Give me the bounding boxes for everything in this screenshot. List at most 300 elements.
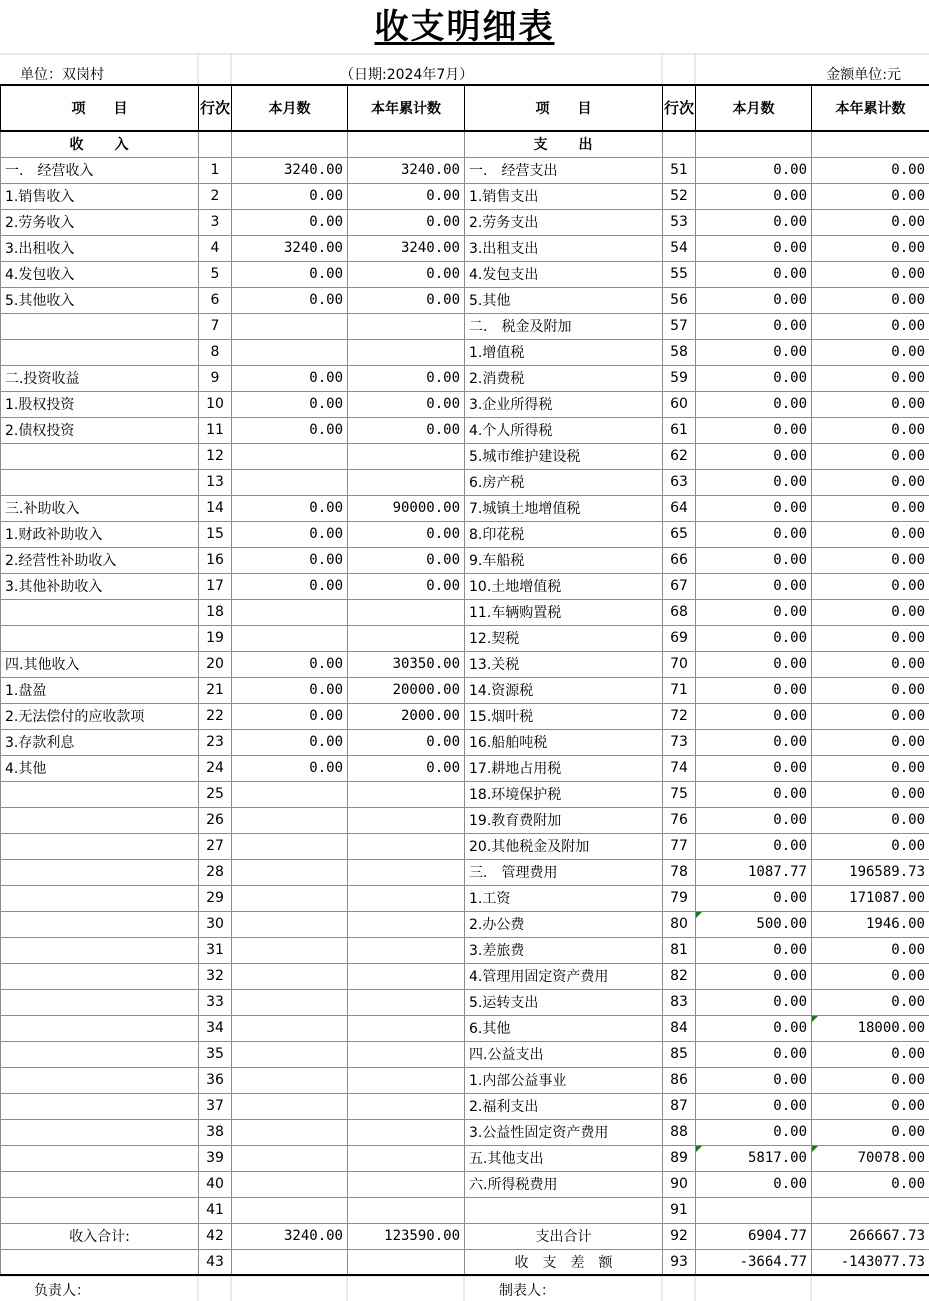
expense-item-cell[interactable]: 13.关税 bbox=[465, 651, 663, 677]
income-rowno-cell[interactable]: 11 bbox=[199, 417, 232, 443]
expense-rowno-cell[interactable]: 65 bbox=[663, 521, 696, 547]
expense-ytd-cell[interactable]: 70078.00 bbox=[812, 1145, 929, 1171]
income-item-cell[interactable] bbox=[1, 1249, 199, 1275]
income-ytd-cell[interactable]: 30350.00 bbox=[348, 651, 465, 677]
income-item-cell[interactable] bbox=[1, 1041, 199, 1067]
income-item-cell[interactable] bbox=[1, 339, 199, 365]
expense-rowno-cell[interactable]: 58 bbox=[663, 339, 696, 365]
income-rowno-cell[interactable]: 33 bbox=[199, 989, 232, 1015]
income-item-cell[interactable] bbox=[1, 443, 199, 469]
income-rowno-cell[interactable]: 17 bbox=[199, 573, 232, 599]
expense-rowno-cell[interactable]: 67 bbox=[663, 573, 696, 599]
income-rowno-cell[interactable]: 18 bbox=[199, 599, 232, 625]
income-item-cell[interactable]: 二.投资收益 bbox=[1, 365, 199, 391]
income-month-cell[interactable]: 0.00 bbox=[232, 521, 348, 547]
income-month-cell[interactable] bbox=[232, 963, 348, 989]
expense-rowno-cell[interactable]: 52 bbox=[663, 183, 696, 209]
expense-rowno-cell[interactable]: 85 bbox=[663, 1041, 696, 1067]
income-item-cell[interactable]: 1.销售收入 bbox=[1, 183, 199, 209]
income-rowno-cell[interactable]: 12 bbox=[199, 443, 232, 469]
expense-month-cell[interactable]: 0.00 bbox=[696, 183, 812, 209]
expense-rowno-cell[interactable]: 60 bbox=[663, 391, 696, 417]
expense-ytd-cell[interactable]: 0.00 bbox=[812, 781, 929, 807]
income-ytd-cell[interactable] bbox=[348, 1197, 465, 1223]
income-ytd-cell[interactable] bbox=[348, 859, 465, 885]
income-ytd-cell[interactable]: 0.00 bbox=[348, 261, 465, 287]
expense-month-cell[interactable]: 0.00 bbox=[696, 417, 812, 443]
expense-item-cell[interactable]: 14.资源税 bbox=[465, 677, 663, 703]
income-month-cell[interactable]: 3240.00 bbox=[232, 235, 348, 261]
income-rowno-cell[interactable]: 32 bbox=[199, 963, 232, 989]
expense-rowno-cell[interactable]: 81 bbox=[663, 937, 696, 963]
income-item-cell[interactable]: 2.无法偿付的应收款项 bbox=[1, 703, 199, 729]
expense-rowno-cell[interactable]: 53 bbox=[663, 209, 696, 235]
income-month-cell[interactable]: 0.00 bbox=[232, 547, 348, 573]
income-ytd-cell[interactable]: 0.00 bbox=[348, 521, 465, 547]
expense-item-cell[interactable]: 3.差旅费 bbox=[465, 937, 663, 963]
expense-ytd-cell[interactable]: 0.00 bbox=[812, 313, 929, 339]
income-month-cell[interactable] bbox=[232, 1197, 348, 1223]
income-ytd-cell[interactable] bbox=[348, 885, 465, 911]
expense-month-cell[interactable]: 0.00 bbox=[696, 651, 812, 677]
income-month-cell[interactable] bbox=[232, 885, 348, 911]
income-ytd-cell[interactable]: 2000.00 bbox=[348, 703, 465, 729]
expense-item-cell[interactable]: 7.城镇土地增值税 bbox=[465, 495, 663, 521]
expense-ytd-cell[interactable]: 0.00 bbox=[812, 1067, 929, 1093]
expense-rowno-cell[interactable]: 63 bbox=[663, 469, 696, 495]
expense-ytd-cell[interactable]: 0.00 bbox=[812, 625, 929, 651]
expense-item-cell[interactable]: 一. 经营支出 bbox=[465, 157, 663, 183]
income-month-cell[interactable] bbox=[232, 469, 348, 495]
expense-month-cell[interactable]: 0.00 bbox=[696, 495, 812, 521]
expense-ytd-cell[interactable]: 0.00 bbox=[812, 937, 929, 963]
expense-item-cell[interactable]: 2.劳务支出 bbox=[465, 209, 663, 235]
expense-item-cell[interactable]: 12.契税 bbox=[465, 625, 663, 651]
expense-ytd-cell[interactable]: 0.00 bbox=[812, 677, 929, 703]
expense-month-cell[interactable]: 0.00 bbox=[696, 287, 812, 313]
income-month-cell[interactable] bbox=[232, 599, 348, 625]
expense-month-cell[interactable] bbox=[696, 1197, 812, 1223]
income-rowno-cell[interactable]: 37 bbox=[199, 1093, 232, 1119]
income-ytd-cell[interactable]: 123590.00 bbox=[348, 1223, 465, 1249]
income-item-cell[interactable]: 2.经营性补助收入 bbox=[1, 547, 199, 573]
expense-month-cell[interactable]: 0.00 bbox=[696, 729, 812, 755]
income-ytd-cell[interactable] bbox=[348, 1067, 465, 1093]
income-rowno-cell[interactable]: 19 bbox=[199, 625, 232, 651]
income-month-cell[interactable]: 3240.00 bbox=[232, 157, 348, 183]
income-item-cell[interactable] bbox=[1, 1067, 199, 1093]
expense-rowno-cell[interactable]: 73 bbox=[663, 729, 696, 755]
expense-ytd-cell[interactable]: 0.00 bbox=[812, 209, 929, 235]
expense-month-cell[interactable]: 0.00 bbox=[696, 1119, 812, 1145]
income-month-cell[interactable]: 0.00 bbox=[232, 495, 348, 521]
expense-rowno-cell[interactable]: 64 bbox=[663, 495, 696, 521]
expense-item-cell[interactable]: 二. 税金及附加 bbox=[465, 313, 663, 339]
expense-ytd-cell[interactable]: -143077.73 bbox=[812, 1249, 929, 1275]
income-item-cell[interactable]: 1.股权投资 bbox=[1, 391, 199, 417]
expense-item-cell[interactable]: 4.管理用固定资产费用 bbox=[465, 963, 663, 989]
expense-rowno-cell[interactable]: 62 bbox=[663, 443, 696, 469]
expense-ytd-cell[interactable]: 0.00 bbox=[812, 651, 929, 677]
income-item-cell[interactable]: 1.财政补助收入 bbox=[1, 521, 199, 547]
income-month-cell[interactable] bbox=[232, 807, 348, 833]
expense-ytd-cell[interactable]: 0.00 bbox=[812, 833, 929, 859]
income-ytd-cell[interactable] bbox=[348, 781, 465, 807]
income-rowno-cell[interactable]: 8 bbox=[199, 339, 232, 365]
income-rowno-cell[interactable]: 20 bbox=[199, 651, 232, 677]
income-item-cell[interactable] bbox=[1, 1171, 199, 1197]
expense-ytd-cell[interactable]: 0.00 bbox=[812, 287, 929, 313]
expense-ytd-cell[interactable]: 0.00 bbox=[812, 1093, 929, 1119]
expense-rowno-cell[interactable]: 74 bbox=[663, 755, 696, 781]
expense-item-cell[interactable]: 19.教育费附加 bbox=[465, 807, 663, 833]
income-month-cell[interactable] bbox=[232, 313, 348, 339]
expense-item-cell[interactable]: 支出合计 bbox=[465, 1223, 663, 1249]
expense-month-cell[interactable]: 0.00 bbox=[696, 833, 812, 859]
income-rowno-cell[interactable]: 30 bbox=[199, 911, 232, 937]
income-item-cell[interactable]: 1.盘盈 bbox=[1, 677, 199, 703]
expense-rowno-cell[interactable]: 87 bbox=[663, 1093, 696, 1119]
expense-ytd-cell[interactable]: 196589.73 bbox=[812, 859, 929, 885]
expense-item-cell[interactable]: 5.其他 bbox=[465, 287, 663, 313]
income-item-cell[interactable]: 4.发包收入 bbox=[1, 261, 199, 287]
expense-rowno-cell[interactable]: 92 bbox=[663, 1223, 696, 1249]
expense-ytd-cell[interactable]: 0.00 bbox=[812, 703, 929, 729]
expense-month-cell[interactable]: 0.00 bbox=[696, 703, 812, 729]
expense-month-cell[interactable]: 1087.77 bbox=[696, 859, 812, 885]
income-item-cell[interactable] bbox=[1, 885, 199, 911]
expense-item-cell[interactable]: 10.土地增值税 bbox=[465, 573, 663, 599]
income-month-cell[interactable] bbox=[232, 625, 348, 651]
income-rowno-cell[interactable]: 39 bbox=[199, 1145, 232, 1171]
income-rowno-cell[interactable]: 3 bbox=[199, 209, 232, 235]
income-item-cell[interactable] bbox=[1, 963, 199, 989]
expense-ytd-cell[interactable]: 0.00 bbox=[812, 599, 929, 625]
income-month-cell[interactable] bbox=[232, 1119, 348, 1145]
income-ytd-cell[interactable] bbox=[348, 1171, 465, 1197]
income-rowno-cell[interactable]: 28 bbox=[199, 859, 232, 885]
income-rowno-cell[interactable]: 25 bbox=[199, 781, 232, 807]
expense-ytd-cell[interactable]: 0.00 bbox=[812, 573, 929, 599]
income-ytd-cell[interactable] bbox=[348, 963, 465, 989]
income-month-cell[interactable]: 0.00 bbox=[232, 391, 348, 417]
expense-item-cell[interactable]: 四.公益支出 bbox=[465, 1041, 663, 1067]
income-ytd-cell[interactable] bbox=[348, 1119, 465, 1145]
expense-month-cell[interactable]: 0.00 bbox=[696, 573, 812, 599]
income-item-cell[interactable] bbox=[1, 833, 199, 859]
income-rowno-cell[interactable]: 24 bbox=[199, 755, 232, 781]
income-month-cell[interactable] bbox=[232, 1093, 348, 1119]
expense-item-cell[interactable]: 11.车辆购置税 bbox=[465, 599, 663, 625]
income-ytd-cell[interactable]: 3240.00 bbox=[348, 235, 465, 261]
income-item-cell[interactable] bbox=[1, 807, 199, 833]
expense-item-cell[interactable]: 5.城市维护建设税 bbox=[465, 443, 663, 469]
income-item-cell[interactable] bbox=[1, 1015, 199, 1041]
income-month-cell[interactable]: 0.00 bbox=[232, 573, 348, 599]
expense-rowno-cell[interactable]: 51 bbox=[663, 157, 696, 183]
expense-month-cell[interactable]: 0.00 bbox=[696, 547, 812, 573]
income-item-cell[interactable]: 3.出租收入 bbox=[1, 235, 199, 261]
expense-month-cell[interactable]: 0.00 bbox=[696, 625, 812, 651]
income-ytd-cell[interactable]: 0.00 bbox=[348, 417, 465, 443]
expense-item-cell[interactable]: 4.个人所得税 bbox=[465, 417, 663, 443]
expense-item-cell[interactable]: 2.办公费 bbox=[465, 911, 663, 937]
expense-month-cell[interactable]: 0.00 bbox=[696, 365, 812, 391]
expense-ytd-cell[interactable]: 0.00 bbox=[812, 755, 929, 781]
expense-item-cell[interactable]: 1.销售支出 bbox=[465, 183, 663, 209]
income-item-cell[interactable] bbox=[1, 859, 199, 885]
income-ytd-cell[interactable] bbox=[348, 443, 465, 469]
expense-item-cell[interactable]: 5.运转支出 bbox=[465, 989, 663, 1015]
income-rowno-cell[interactable]: 31 bbox=[199, 937, 232, 963]
income-month-cell[interactable] bbox=[232, 1067, 348, 1093]
income-rowno-cell[interactable]: 43 bbox=[199, 1249, 232, 1275]
expense-rowno-cell[interactable]: 83 bbox=[663, 989, 696, 1015]
expense-item-cell[interactable]: 6.房产税 bbox=[465, 469, 663, 495]
expense-rowno-cell[interactable]: 61 bbox=[663, 417, 696, 443]
expense-month-cell[interactable]: 0.00 bbox=[696, 1171, 812, 1197]
expense-month-cell[interactable]: 0.00 bbox=[696, 599, 812, 625]
income-ytd-cell[interactable] bbox=[348, 807, 465, 833]
expense-rowno-cell[interactable]: 70 bbox=[663, 651, 696, 677]
income-ytd-cell[interactable] bbox=[348, 339, 465, 365]
income-rowno-cell[interactable]: 27 bbox=[199, 833, 232, 859]
expense-rowno-cell[interactable]: 75 bbox=[663, 781, 696, 807]
expense-ytd-cell[interactable]: 0.00 bbox=[812, 339, 929, 365]
expense-ytd-cell[interactable]: 18000.00 bbox=[812, 1015, 929, 1041]
income-month-cell[interactable] bbox=[232, 911, 348, 937]
income-ytd-cell[interactable] bbox=[348, 625, 465, 651]
income-ytd-cell[interactable] bbox=[348, 911, 465, 937]
expense-month-cell[interactable]: 0.00 bbox=[696, 885, 812, 911]
expense-rowno-cell[interactable]: 76 bbox=[663, 807, 696, 833]
income-rowno-cell[interactable]: 15 bbox=[199, 521, 232, 547]
income-month-cell[interactable]: 0.00 bbox=[232, 755, 348, 781]
income-month-cell[interactable] bbox=[232, 781, 348, 807]
expense-rowno-cell[interactable]: 82 bbox=[663, 963, 696, 989]
expense-rowno-cell[interactable]: 89 bbox=[663, 1145, 696, 1171]
income-ytd-cell[interactable]: 0.00 bbox=[348, 729, 465, 755]
income-item-cell[interactable] bbox=[1, 937, 199, 963]
expense-ytd-cell[interactable]: 0.00 bbox=[812, 261, 929, 287]
income-rowno-cell[interactable]: 16 bbox=[199, 547, 232, 573]
expense-rowno-cell[interactable]: 88 bbox=[663, 1119, 696, 1145]
income-month-cell[interactable] bbox=[232, 1015, 348, 1041]
expense-rowno-cell[interactable]: 84 bbox=[663, 1015, 696, 1041]
income-month-cell[interactable]: 0.00 bbox=[232, 651, 348, 677]
expense-rowno-cell[interactable]: 90 bbox=[663, 1171, 696, 1197]
expense-item-cell[interactable]: 3.企业所得税 bbox=[465, 391, 663, 417]
expense-rowno-cell[interactable]: 86 bbox=[663, 1067, 696, 1093]
expense-ytd-cell[interactable]: 0.00 bbox=[812, 807, 929, 833]
expense-month-cell[interactable]: 0.00 bbox=[696, 989, 812, 1015]
expense-item-cell[interactable]: 17.耕地占用税 bbox=[465, 755, 663, 781]
expense-ytd-cell[interactable]: 0.00 bbox=[812, 1171, 929, 1197]
income-ytd-cell[interactable]: 3240.00 bbox=[348, 157, 465, 183]
expense-ytd-cell[interactable]: 0.00 bbox=[812, 235, 929, 261]
expense-month-cell[interactable]: 0.00 bbox=[696, 1015, 812, 1041]
income-rowno-cell[interactable]: 13 bbox=[199, 469, 232, 495]
expense-ytd-cell[interactable]: 0.00 bbox=[812, 391, 929, 417]
expense-item-cell[interactable]: 6.其他 bbox=[465, 1015, 663, 1041]
income-month-cell[interactable] bbox=[232, 833, 348, 859]
income-month-cell[interactable] bbox=[232, 1249, 348, 1275]
income-month-cell[interactable]: 0.00 bbox=[232, 287, 348, 313]
income-ytd-cell[interactable]: 0.00 bbox=[348, 573, 465, 599]
income-ytd-cell[interactable]: 0.00 bbox=[348, 365, 465, 391]
income-ytd-cell[interactable]: 20000.00 bbox=[348, 677, 465, 703]
expense-item-cell[interactable]: 8.印花税 bbox=[465, 521, 663, 547]
expense-item-cell[interactable]: 2.消费税 bbox=[465, 365, 663, 391]
expense-ytd-cell[interactable]: 0.00 bbox=[812, 469, 929, 495]
income-item-cell[interactable] bbox=[1, 1145, 199, 1171]
income-ytd-cell[interactable]: 0.00 bbox=[348, 391, 465, 417]
income-item-cell[interactable]: 四.其他收入 bbox=[1, 651, 199, 677]
income-ytd-cell[interactable] bbox=[348, 1093, 465, 1119]
income-rowno-cell[interactable]: 29 bbox=[199, 885, 232, 911]
income-rowno-cell[interactable]: 10 bbox=[199, 391, 232, 417]
income-item-cell[interactable]: 5.其他收入 bbox=[1, 287, 199, 313]
expense-item-cell[interactable]: 3.公益性固定资产费用 bbox=[465, 1119, 663, 1145]
expense-month-cell[interactable]: 0.00 bbox=[696, 807, 812, 833]
expense-month-cell[interactable]: 0.00 bbox=[696, 443, 812, 469]
expense-month-cell[interactable]: 0.00 bbox=[696, 313, 812, 339]
expense-month-cell[interactable]: 0.00 bbox=[696, 937, 812, 963]
expense-month-cell[interactable]: 5817.00 bbox=[696, 1145, 812, 1171]
income-rowno-cell[interactable]: 7 bbox=[199, 313, 232, 339]
expense-rowno-cell[interactable]: 77 bbox=[663, 833, 696, 859]
income-item-cell[interactable] bbox=[1, 1093, 199, 1119]
income-rowno-cell[interactable]: 2 bbox=[199, 183, 232, 209]
expense-item-cell[interactable]: 4.发包支出 bbox=[465, 261, 663, 287]
income-item-cell[interactable] bbox=[1, 313, 199, 339]
income-ytd-cell[interactable] bbox=[348, 1145, 465, 1171]
expense-month-cell[interactable]: 0.00 bbox=[696, 261, 812, 287]
expense-month-cell[interactable]: 0.00 bbox=[696, 1093, 812, 1119]
expense-item-cell[interactable]: 1.增值税 bbox=[465, 339, 663, 365]
expense-item-cell[interactable]: 1.工资 bbox=[465, 885, 663, 911]
expense-ytd-cell[interactable]: 0.00 bbox=[812, 443, 929, 469]
income-rowno-cell[interactable]: 5 bbox=[199, 261, 232, 287]
expense-ytd-cell[interactable] bbox=[812, 1197, 929, 1223]
income-ytd-cell[interactable] bbox=[348, 937, 465, 963]
income-ytd-cell[interactable] bbox=[348, 469, 465, 495]
income-month-cell[interactable]: 0.00 bbox=[232, 209, 348, 235]
income-month-cell[interactable] bbox=[232, 443, 348, 469]
income-item-cell[interactable] bbox=[1, 989, 199, 1015]
income-item-cell[interactable]: 2.债权投资 bbox=[1, 417, 199, 443]
expense-rowno-cell[interactable]: 55 bbox=[663, 261, 696, 287]
expense-item-cell[interactable]: 9.车船税 bbox=[465, 547, 663, 573]
income-rowno-cell[interactable]: 42 bbox=[199, 1223, 232, 1249]
expense-month-cell[interactable]: 0.00 bbox=[696, 339, 812, 365]
income-item-cell[interactable]: 三.补助收入 bbox=[1, 495, 199, 521]
expense-item-cell[interactable]: 三. 管理费用 bbox=[465, 859, 663, 885]
income-month-cell[interactable]: 0.00 bbox=[232, 677, 348, 703]
expense-item-cell[interactable]: 3.出租支出 bbox=[465, 235, 663, 261]
income-month-cell[interactable]: 0.00 bbox=[232, 365, 348, 391]
expense-ytd-cell[interactable]: 0.00 bbox=[812, 157, 929, 183]
expense-rowno-cell[interactable]: 68 bbox=[663, 599, 696, 625]
income-item-cell[interactable]: 2.劳务收入 bbox=[1, 209, 199, 235]
income-month-cell[interactable]: 0.00 bbox=[232, 261, 348, 287]
income-item-cell[interactable] bbox=[1, 1197, 199, 1223]
expense-rowno-cell[interactable]: 91 bbox=[663, 1197, 696, 1223]
expense-rowno-cell[interactable]: 79 bbox=[663, 885, 696, 911]
income-ytd-cell[interactable] bbox=[348, 1249, 465, 1275]
expense-item-cell[interactable]: 1.内部公益事业 bbox=[465, 1067, 663, 1093]
income-item-cell[interactable] bbox=[1, 469, 199, 495]
income-ytd-cell[interactable]: 90000.00 bbox=[348, 495, 465, 521]
expense-rowno-cell[interactable]: 93 bbox=[663, 1249, 696, 1275]
income-month-cell[interactable] bbox=[232, 1171, 348, 1197]
income-item-cell[interactable]: 3.其他补助收入 bbox=[1, 573, 199, 599]
income-rowno-cell[interactable]: 9 bbox=[199, 365, 232, 391]
expense-month-cell[interactable]: 0.00 bbox=[696, 1067, 812, 1093]
income-month-cell[interactable]: 0.00 bbox=[232, 703, 348, 729]
expense-month-cell[interactable]: 0.00 bbox=[696, 755, 812, 781]
expense-month-cell[interactable]: -3664.77 bbox=[696, 1249, 812, 1275]
income-item-cell[interactable]: 3.存款利息 bbox=[1, 729, 199, 755]
income-rowno-cell[interactable]: 6 bbox=[199, 287, 232, 313]
income-month-cell[interactable] bbox=[232, 339, 348, 365]
income-rowno-cell[interactable]: 22 bbox=[199, 703, 232, 729]
expense-month-cell[interactable]: 0.00 bbox=[696, 963, 812, 989]
income-ytd-cell[interactable]: 0.00 bbox=[348, 547, 465, 573]
expense-rowno-cell[interactable]: 56 bbox=[663, 287, 696, 313]
expense-item-cell[interactable]: 五.其他支出 bbox=[465, 1145, 663, 1171]
expense-rowno-cell[interactable]: 69 bbox=[663, 625, 696, 651]
expense-ytd-cell[interactable]: 0.00 bbox=[812, 989, 929, 1015]
expense-rowno-cell[interactable]: 66 bbox=[663, 547, 696, 573]
expense-ytd-cell[interactable]: 0.00 bbox=[812, 1119, 929, 1145]
income-month-cell[interactable] bbox=[232, 989, 348, 1015]
expense-month-cell[interactable]: 0.00 bbox=[696, 209, 812, 235]
income-rowno-cell[interactable]: 26 bbox=[199, 807, 232, 833]
expense-rowno-cell[interactable]: 57 bbox=[663, 313, 696, 339]
expense-ytd-cell[interactable]: 0.00 bbox=[812, 365, 929, 391]
expense-month-cell[interactable]: 0.00 bbox=[696, 469, 812, 495]
income-month-cell[interactable] bbox=[232, 937, 348, 963]
income-month-cell[interactable] bbox=[232, 859, 348, 885]
expense-month-cell[interactable]: 0.00 bbox=[696, 1041, 812, 1067]
expense-month-cell[interactable]: 500.00 bbox=[696, 911, 812, 937]
income-rowno-cell[interactable]: 4 bbox=[199, 235, 232, 261]
expense-item-cell[interactable]: 15.烟叶税 bbox=[465, 703, 663, 729]
income-rowno-cell[interactable]: 21 bbox=[199, 677, 232, 703]
expense-item-cell[interactable]: 六.所得税费用 bbox=[465, 1171, 663, 1197]
expense-rowno-cell[interactable]: 78 bbox=[663, 859, 696, 885]
expense-ytd-cell[interactable]: 0.00 bbox=[812, 183, 929, 209]
expense-month-cell[interactable]: 0.00 bbox=[696, 677, 812, 703]
expense-ytd-cell[interactable]: 171087.00 bbox=[812, 885, 929, 911]
income-rowno-cell[interactable]: 40 bbox=[199, 1171, 232, 1197]
expense-item-cell[interactable]: 16.船舶吨税 bbox=[465, 729, 663, 755]
expense-item-cell[interactable] bbox=[465, 1197, 663, 1223]
income-rowno-cell[interactable]: 35 bbox=[199, 1041, 232, 1067]
income-item-cell[interactable] bbox=[1, 911, 199, 937]
income-month-cell[interactable] bbox=[232, 1145, 348, 1171]
income-month-cell[interactable]: 3240.00 bbox=[232, 1223, 348, 1249]
expense-rowno-cell[interactable]: 71 bbox=[663, 677, 696, 703]
expense-ytd-cell[interactable]: 1946.00 bbox=[812, 911, 929, 937]
expense-item-cell[interactable]: 收 支 差 额 bbox=[465, 1249, 663, 1275]
income-month-cell[interactable]: 0.00 bbox=[232, 417, 348, 443]
income-month-cell[interactable] bbox=[232, 1041, 348, 1067]
income-rowno-cell[interactable]: 36 bbox=[199, 1067, 232, 1093]
income-item-cell[interactable] bbox=[1, 625, 199, 651]
income-ytd-cell[interactable]: 0.00 bbox=[348, 755, 465, 781]
